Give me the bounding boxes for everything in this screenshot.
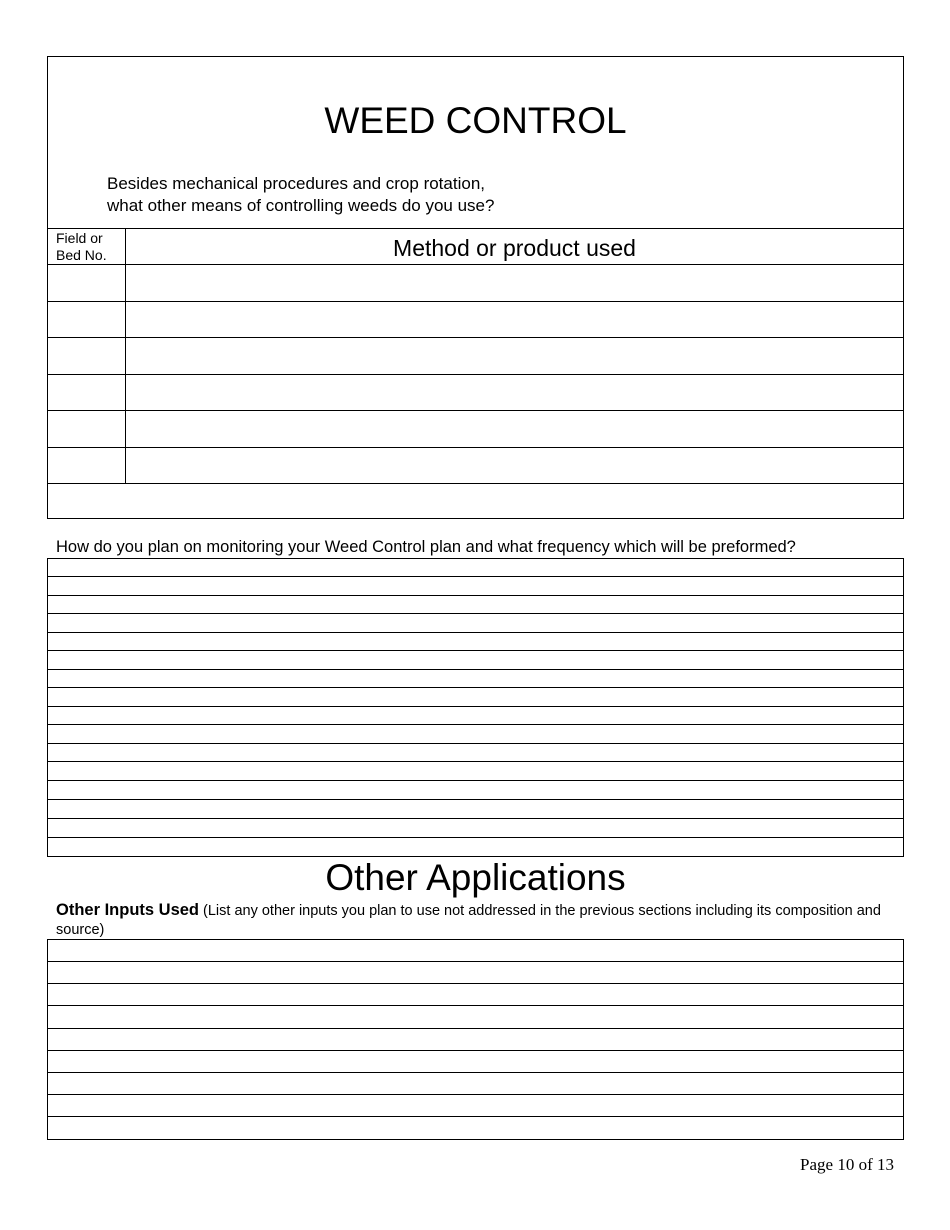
writing-line — [47, 576, 904, 577]
field-cell-4[interactable] — [48, 375, 125, 410]
monitoring-lines-box[interactable] — [47, 558, 904, 857]
monitoring-question: How do you plan on monitoring your Weed Control plan and what frequency which will be preformed? — [56, 538, 796, 556]
writing-line — [47, 818, 904, 819]
writing-line — [47, 761, 904, 762]
method-cell-4[interactable] — [126, 375, 903, 410]
writing-line — [47, 743, 904, 744]
writing-line — [47, 595, 904, 596]
writing-line — [47, 613, 904, 614]
weed-control-intro — [107, 173, 494, 217]
writing-line — [47, 724, 904, 725]
field-cell-5[interactable] — [48, 411, 125, 447]
writing-line — [47, 983, 904, 984]
writing-line — [47, 1005, 904, 1006]
writing-line — [47, 1094, 904, 1095]
method-cell-5[interactable] — [126, 411, 903, 447]
writing-line — [47, 1028, 904, 1029]
page-number: Page 10 of 13 — [800, 1155, 894, 1174]
field-cell-3[interactable] — [48, 338, 125, 374]
writing-line — [47, 706, 904, 707]
field-cell-1[interactable] — [48, 265, 125, 301]
method-header: Method or product used — [393, 235, 636, 261]
field-header-line-1: Field or — [56, 230, 103, 246]
method-cell-3[interactable] — [126, 338, 903, 374]
other-inputs-bold-label: Other Inputs Used — [56, 901, 200, 919]
writing-line — [47, 669, 904, 670]
writing-line — [47, 650, 904, 651]
weed-control-title: WEED CONTROL — [324, 100, 627, 141]
writing-line — [47, 780, 904, 781]
field-cell-6[interactable] — [48, 448, 125, 483]
method-cell-6[interactable] — [126, 448, 903, 483]
table-header-top-line — [47, 228, 904, 229]
writing-line — [47, 1116, 904, 1117]
intro-line-1: Besides mechanical procedures and crop rotation, — [107, 174, 485, 193]
other-inputs-instructions: (List any other inputs you plan to use not addressed in the previous sections including its composition and source) — [56, 903, 881, 938]
writing-line — [47, 1050, 904, 1051]
writing-line — [47, 687, 904, 688]
writing-line — [47, 799, 904, 800]
field-bed-header — [56, 230, 107, 264]
other-inputs-lines-box[interactable] — [47, 939, 904, 1140]
field-header-line-2: Bed No. — [56, 247, 107, 263]
writing-line — [47, 1072, 904, 1073]
field-cell-2[interactable] — [48, 302, 125, 337]
notes-cell[interactable] — [48, 484, 903, 518]
method-cell-2[interactable] — [126, 302, 903, 337]
writing-line — [47, 961, 904, 962]
intro-line-2: what other means of controlling weeds do you use? — [107, 196, 495, 215]
writing-line — [47, 837, 904, 838]
method-cell-1[interactable] — [126, 265, 903, 301]
other-applications-title: Other Applications — [325, 857, 626, 898]
other-inputs-label — [56, 901, 896, 940]
writing-line — [47, 632, 904, 633]
